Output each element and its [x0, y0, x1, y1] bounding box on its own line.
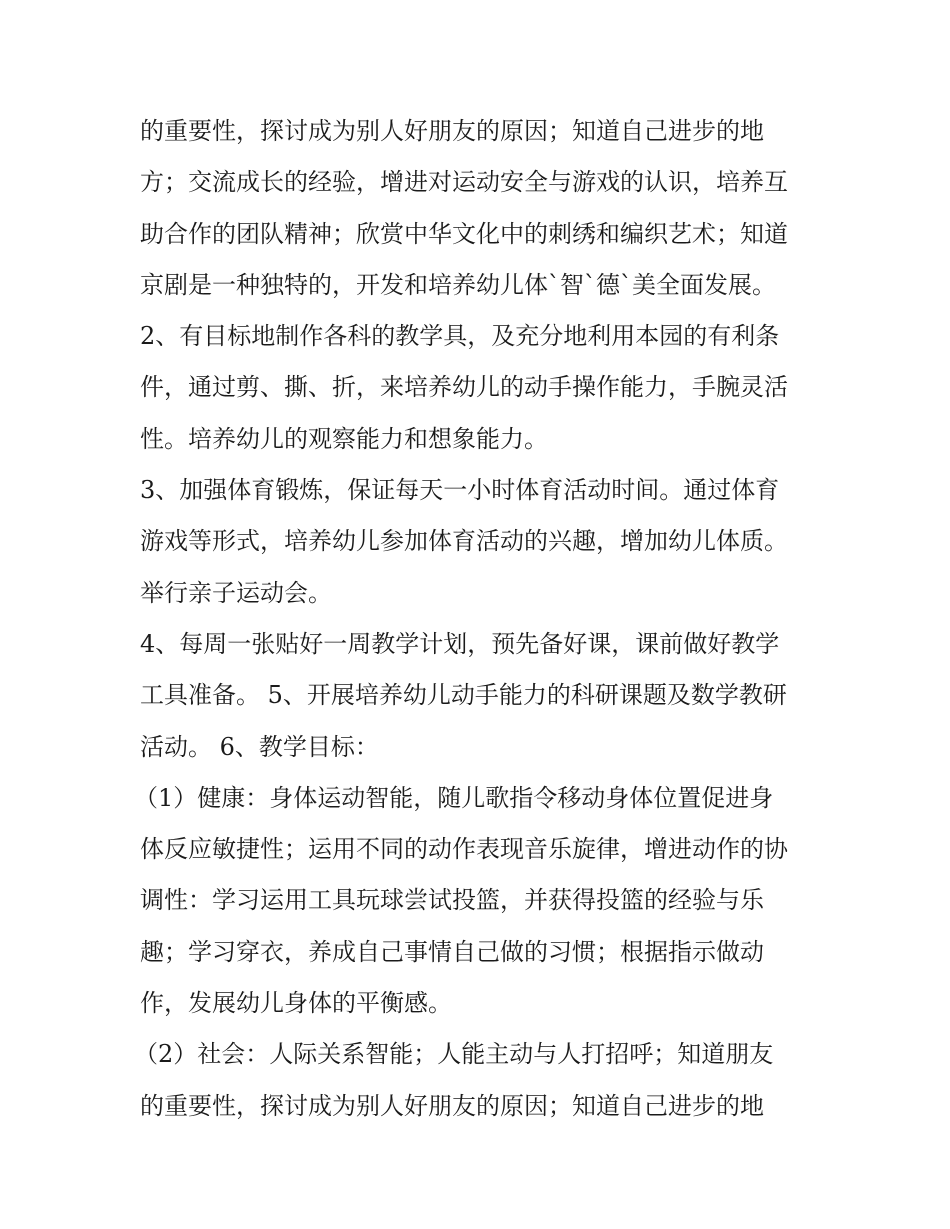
text-line: 方；交流成长的经验，增进对运动安全与游戏的认识，培养互 — [140, 168, 788, 197]
text-line: 4、每周一张贴好一周教学计划，预先备好课，课前做好教学 — [140, 629, 780, 658]
text-line: 举行亲子运动会。 — [140, 578, 332, 607]
text-line: 工具准备。 5、开展培养幼儿动手能力的科研课题及数学教研 — [140, 681, 787, 710]
text-line: （1）健康：身体运动智能，随儿歌指令移动身体位置促进身 — [134, 783, 774, 812]
text-line: 京剧是一种独特的，开发和培养幼儿体`智`德`美全面发展。 — [140, 270, 776, 299]
text-line: 3、加强体育锻炼，保证每天一小时体育活动时间。通过体育 — [140, 476, 780, 505]
text-line: 体反应敏捷性；运用不同的动作表现音乐旋律，增进动作的协 — [140, 835, 788, 864]
text-line: 调性：学习运用工具玩球尝试投篮，并获得投篮的经验与乐 — [140, 886, 764, 915]
text-line: 趣；学习穿衣，养成自己事情自己做的习惯；根据指示做动 — [140, 937, 764, 966]
text-line: 游戏等形式，培养幼儿参加体育活动的兴趣，增加幼儿体质。 — [140, 527, 788, 556]
text-line: 活动。 6、教学目标： — [140, 732, 379, 761]
text-line: 性。培养幼儿的观察能力和想象能力。 — [140, 424, 548, 453]
document-body — [134, 106, 820, 1132]
text-line: 作，发展幼儿身体的平衡感。 — [140, 989, 452, 1018]
text-line: （2）社会：人际关系智能；人能主动与人打招呼；知道朋友 — [134, 1040, 774, 1069]
text-line: 助合作的团队精神；欣赏中华文化中的刺绣和编织艺术；知道 — [140, 219, 788, 248]
text-line: 的重要性，探讨成为别人好朋友的原因；知道自己进步的地 — [140, 117, 764, 145]
text-line: 2、有目标地制作各科的教学具，及充分地利用本园的有利条 — [140, 322, 780, 351]
text-line: 的重要性，探讨成为别人好朋友的原因；知道自己进步的地 — [140, 1091, 764, 1120]
text-line: 件，通过剪、撕、折，来培养幼儿的动手操作能力，手腕灵活 — [140, 373, 788, 402]
